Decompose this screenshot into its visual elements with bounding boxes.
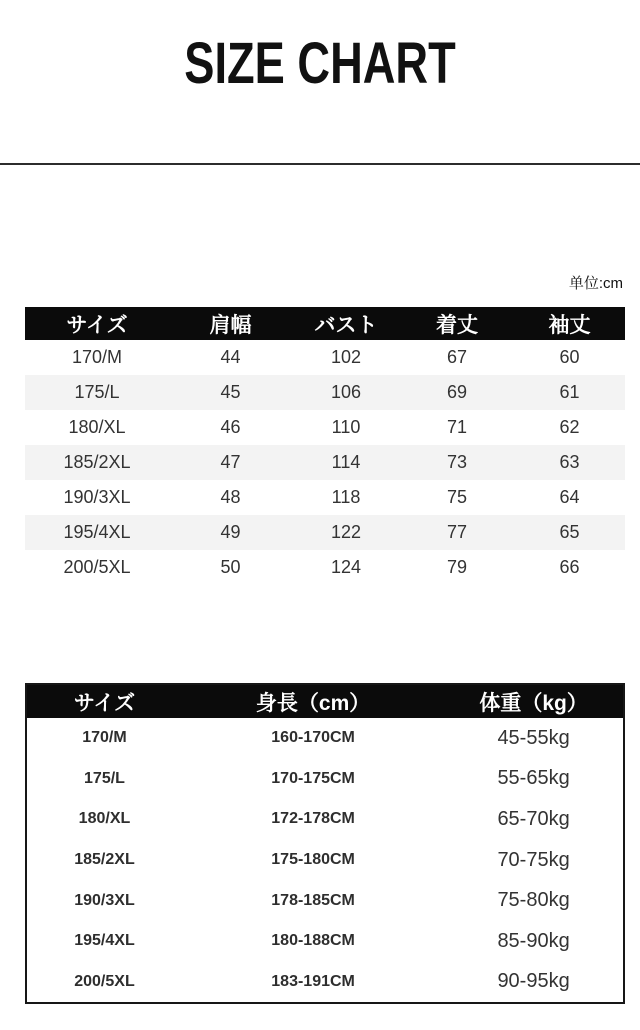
table-cell: 63 (559, 452, 580, 472)
table-cell: 60 (559, 347, 580, 367)
header-cell-size: サイズ (73, 691, 136, 715)
page-title-wrap (0, 30, 640, 97)
table-row (25, 375, 625, 410)
table-row (25, 445, 625, 480)
table-cell: 200/5XL (63, 557, 131, 577)
table-row (27, 840, 623, 881)
table-cell: 49 (220, 522, 241, 542)
table-cell: 195/4XL (63, 522, 131, 542)
divider-line (0, 163, 640, 165)
table-cell: 75-80kg (497, 889, 570, 912)
table-cell: 180-188CM (271, 932, 355, 950)
table-cell: 106 (330, 382, 362, 402)
measurements-table-body (25, 340, 625, 585)
table-cell: 66 (559, 557, 580, 577)
table-row (27, 718, 623, 759)
table-cell: 62 (559, 417, 580, 437)
table-row (27, 962, 623, 1003)
table-cell: 124 (330, 557, 362, 577)
table-cell: 200/5XL (74, 972, 135, 990)
table-cell: 79 (446, 557, 468, 577)
table-cell: 46 (220, 417, 241, 437)
table-row (25, 410, 625, 445)
table-cell: 114 (331, 452, 361, 472)
table-cell: 160-170CM (271, 729, 355, 747)
table-row (27, 799, 623, 840)
table-cell: 44 (220, 347, 241, 367)
page-title: SIZE CHART (184, 31, 456, 96)
table-row (25, 515, 625, 550)
table-cell: 70-75kg (497, 848, 570, 871)
table-cell: 122 (330, 522, 362, 542)
table-cell: 69 (446, 382, 468, 402)
table-cell: 180/XL (78, 810, 131, 828)
table-cell: 185/2XL (74, 851, 135, 869)
table-row (25, 340, 625, 375)
header-cell-shoulder: 肩幅 (209, 313, 252, 337)
table-cell: 73 (446, 452, 468, 472)
fit-table (25, 683, 625, 1004)
unit-label: 单位:cm (568, 275, 623, 292)
fit-table-body (27, 718, 623, 1002)
table-cell: 55-65kg (497, 767, 570, 790)
table-cell: 170-175CM (271, 769, 355, 787)
measurements-header-row (25, 307, 625, 340)
table-cell: 190/3XL (74, 891, 135, 909)
table-cell: 50 (220, 557, 241, 577)
table-cell: 75 (446, 487, 468, 507)
table-row (27, 759, 623, 800)
table-cell: 45 (220, 382, 241, 402)
table-cell: 190/3XL (63, 487, 131, 507)
header-cell-length: 着丈 (436, 313, 478, 337)
table-cell: 65-70kg (497, 807, 570, 830)
header-cell-bust: バスト (314, 313, 378, 337)
header-cell-height: 身長（cm） (255, 691, 371, 715)
table-cell: 71 (446, 417, 468, 437)
measurements-table (25, 307, 625, 585)
table-cell: 65 (559, 522, 580, 542)
table-cell: 64 (559, 487, 580, 507)
header-cell-size: サイズ (66, 313, 128, 337)
table-row (27, 880, 623, 921)
table-cell: 47 (220, 452, 241, 472)
table-cell: 183-191CM (271, 972, 355, 990)
table-cell: 170/M (82, 729, 127, 747)
table-cell: 118 (331, 487, 361, 507)
table-cell: 175/L (74, 382, 120, 402)
table-cell: 180/XL (68, 417, 126, 437)
table-cell: 110 (331, 417, 361, 437)
table-cell: 178-185CM (271, 891, 355, 909)
table-cell: 170/M (71, 347, 123, 367)
table-cell: 195/4XL (74, 932, 135, 950)
table-cell: 175-180CM (271, 851, 355, 869)
table-cell: 45-55kg (497, 726, 570, 749)
table-cell: 85-90kg (497, 929, 570, 952)
table-cell: 48 (220, 487, 241, 507)
table-row (25, 480, 625, 515)
table-cell: 67 (446, 347, 468, 367)
table-cell: 175/L (84, 769, 125, 787)
table-cell: 102 (330, 347, 362, 367)
header-cell-weight: 体重（kg） (479, 691, 588, 715)
fit-header-row (27, 685, 623, 718)
table-cell: 77 (446, 522, 468, 542)
table-cell: 185/2XL (63, 452, 131, 472)
table-row (25, 550, 625, 585)
table-cell: 172-178CM (271, 810, 355, 828)
header-cell-sleeve: 袖丈 (548, 313, 591, 337)
table-row (27, 921, 623, 962)
table-cell: 90-95kg (497, 970, 570, 993)
table-cell: 61 (559, 382, 580, 402)
